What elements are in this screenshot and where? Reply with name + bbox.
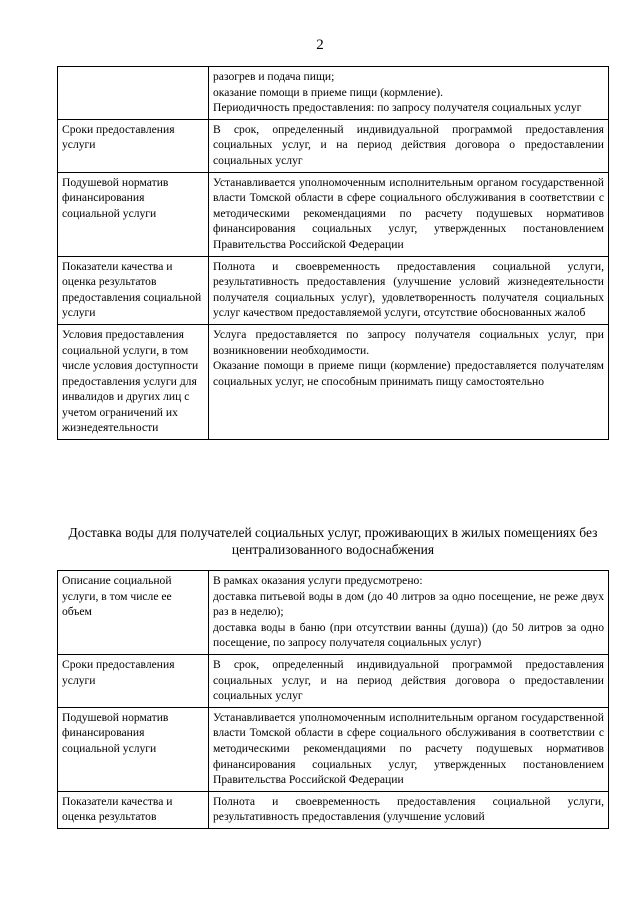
service-table-water: [57, 570, 609, 829]
paragraph: оказание помощи в приеме пищи (кормление).: [213, 85, 443, 99]
row-description: [209, 707, 609, 791]
row-label: Показатели качества и оценка результатов: [58, 791, 209, 828]
paragraph: Услуга предоставляется по запросу получателя социальных услуг, при возникновении необходимости.: [213, 327, 604, 357]
row-description: [209, 571, 609, 655]
table-row: [58, 256, 609, 324]
section-title: Доставка воды для получателей социальных услуг, проживающих в жилых помещениях без централизованного водоснабжения: [68, 525, 598, 557]
row-description: [209, 791, 609, 828]
row-label: Условия предоставления социальной услуги, в том числе условия доступности предоставления услуги для инвалидов и других лиц с учетом ограничений их жизнедеятельности: [58, 324, 209, 439]
paragraph: доставка воды в баню (при отсутствии ванны (душа)) (до 50 литров за одно посещение, по запросу получателя социальных услуг): [213, 620, 604, 650]
row-description: [209, 172, 609, 256]
paragraph: В рамках оказания услуги предусмотрено:: [213, 574, 423, 587]
table-row: [58, 172, 609, 256]
table-row: [58, 654, 609, 707]
paragraph: Оказание помощи в приеме пищи (кормление) предоставляется получателям социальных услуг, не способным принимать пищу самостоятельно: [213, 359, 604, 388]
row-label: Подушевой норматив финансирования социальной услуги: [58, 707, 209, 791]
row-label: Сроки предоставления услуги: [58, 654, 209, 707]
page-number: 2: [316, 37, 324, 53]
paragraph: Полнота и своевременность предоставления социальной услуги, результативность предоставления (улучшение условий жизнедеятельности получателя социальных услуг), удовлетворенность получателя социальных услуг качеством предоставляемой услуги, отсутствие обоснованных жалоб: [213, 259, 604, 320]
row-description: [209, 654, 609, 707]
row-description: [209, 256, 609, 324]
paragraph: Периодичность предоставления: по запросу получателя социальных услуг: [213, 101, 582, 115]
row-description: [209, 67, 609, 120]
table-row: [58, 571, 609, 655]
paragraph: Полнота и своевременность предоставления социальной услуги, результативность предоставления (улучшение условий: [213, 794, 604, 824]
table-row: [58, 67, 609, 120]
service-table-food: [57, 66, 609, 440]
paragraph: разогрев и подача пищи;: [213, 70, 335, 83]
paragraph: доставка питьевой воды в дом (до 40 литров за одно посещение, не реже двух раз в неделю);: [213, 589, 604, 619]
paragraph: Устанавливается уполномоченным исполнительным органом государственной власти Томской области в сфере социального обслуживания в соответствии с методическими рекомендациями по расчету подушевых нормативов финансирования социальных услуг, утвержденных постановлением Правительства Российской Федерации: [213, 175, 604, 251]
row-label: Подушевой норматив финансирования социальной услуги: [58, 172, 209, 256]
table-row: [58, 119, 609, 172]
paragraph: Устанавливается уполномоченным исполнительным органом государственной власти Томской области в сфере социального обслуживания в соответствии с методическими рекомендациями по расчету подушевых нормативов финансирования социальных услуг, утвержденных постановлением Правительства Российской Федерации: [213, 710, 604, 787]
paragraph: В срок, определенный индивидуальной программой предоставления социальных услуг, и на период действия договора о предоставлении социальных услуг: [213, 657, 604, 703]
row-label: [58, 67, 209, 120]
paragraph: В срок, определенный индивидуальной программой предоставления социальных услуг, и на период действия договора о предоставлении социальных услуг: [213, 122, 604, 167]
row-label: Сроки предоставления услуги: [58, 119, 209, 172]
row-description: [209, 324, 609, 439]
table-row: [58, 791, 609, 828]
table-row: [58, 707, 609, 791]
row-label: Показатели качества и оценка результатов предоставления социальной услуги: [58, 256, 209, 324]
row-description: [209, 119, 609, 172]
row-label: Описание социальной услуги, в том числе ее объем: [58, 571, 209, 655]
table-row: [58, 324, 609, 439]
